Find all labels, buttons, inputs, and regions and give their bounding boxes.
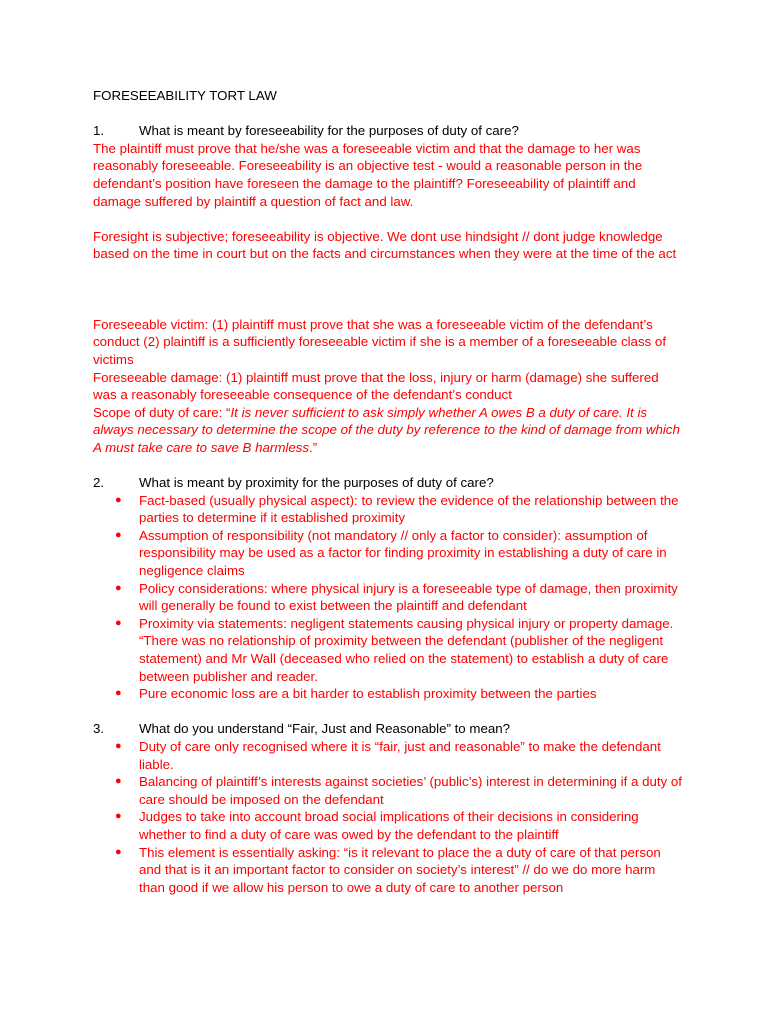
question-3-bullet-list: [93, 738, 683, 896]
answer-1-paragraph-2: Foresight is subjective; foreseeability is objective. We dont use hindsight // dont judge knowledge based on the time in court but on the facts and circumstances when they were at the time of the act: [93, 228, 677, 262]
question-3: [93, 720, 683, 738]
list-item: ● Fact-based (usually physical aspect): to review the evidence of the relationship between the parties to determine if it established proximity: [115, 492, 679, 526]
list-item: ● This element is essentially asking: “is it relevant to place the a duty of care of that person and that is it an important factor to consider on society’s interest” // do we do more harm than good if we allow his person to owe a duty of care to another person: [115, 844, 661, 895]
bullet-icon: ●: [115, 739, 122, 752]
question-2: [93, 474, 683, 492]
scope-suffix: .”: [309, 439, 318, 455]
list-item: ● Duty of care only recognised where it is “fair, just and reasonable” to make the defendant liable.: [115, 738, 661, 772]
scope-prefix: Scope of duty of care: “: [93, 404, 231, 420]
list-item: ● Pure economic loss are a bit harder to establish proximity between the parties: [115, 686, 597, 702]
bullet-icon: ●: [115, 810, 122, 823]
document-body: [93, 87, 683, 896]
scope-quote: It is never sufficient to ask simply whether A owes B a duty of care. It is always necessary to determine the scope of the duty by reference to the kind of damage from which A must take care to save B harmless: [93, 404, 680, 455]
list-item: ● Judges to take into account broad social implications of their decisions in considering whether to find a duty of care was owed by the defendant to the plaintiff: [115, 809, 639, 842]
bullet-icon: ●: [115, 528, 122, 541]
foreseeable-victim-text: Foreseeable victim: (1) plaintiff must prove that she was a foreseeable victim of the defendant’s conduct (2) plaintiff is a sufficiently foreseeable victim if she is a member of a foreseeable class of victims: [93, 316, 667, 367]
question-2-number: 2.: [93, 475, 105, 491]
question-1: [93, 122, 683, 140]
bullet-icon: ●: [115, 493, 122, 506]
answer-1-paragraph-1: The plaintiff must prove that he/she was a foreseeable victim and that the damage to her was reasonably foreseeable. Foreseeability is an objective test - would a reasonable person in the defendant’s position have foreseen the damage to the plaintiff? Foreseeability of plaintiff and damage suffered by plaintiff a question of fact and law.: [93, 140, 643, 209]
foreseeable-damage-text: Foreseeable damage: (1) plaintiff must prove that the loss, injury or harm (damage) she suffered was a reasonably foreseeable consequence of the defendant’s conduct: [93, 369, 659, 403]
list-item: ● Proximity via statements: negligent statements causing physical injury or property damage. “There was no relationship of proximity between the defendant (publisher of the negligent statement) and Mr Wall (deceased who relied on the statement) to establish a duty of care between publisher and reader.: [115, 615, 674, 684]
list-item: ● Balancing of plaintiff’s interests against societies’ (public’s) interest in determining if a duty of care should be imposed on the defendant: [115, 774, 682, 807]
question-1-number: 1.: [93, 123, 105, 139]
bullet-icon: ●: [115, 616, 122, 629]
document-title: FORESEEABILITY TORT LAW: [93, 88, 277, 103]
question-2-bullet-list: [93, 492, 683, 703]
bullet-icon: ●: [115, 775, 122, 788]
question-2-text: What is meant by proximity for the purposes of duty of care?: [139, 475, 494, 491]
bullet-icon: ●: [115, 581, 122, 594]
scope-of-duty-text: [93, 404, 683, 457]
bullet-icon: ●: [115, 845, 122, 858]
question-3-text: What do you understand “Fair, Just and Reasonable” to mean?: [139, 721, 511, 737]
question-1-text: What is meant by foreseeability for the purposes of duty of care?: [139, 123, 519, 139]
list-item: ● Assumption of responsibility (not mandatory // only a factor to consider): assumption of responsibility may be used as a factor for finding proximity in establishing a duty of care in negligence claims: [115, 527, 667, 579]
bullet-icon: ●: [115, 687, 122, 700]
question-3-number: 3.: [93, 721, 105, 737]
list-item: ● Policy considerations: where physical injury is a foreseeable type of damage, then proximity will generally be found to exist between the plaintiff and defendant: [115, 580, 678, 614]
